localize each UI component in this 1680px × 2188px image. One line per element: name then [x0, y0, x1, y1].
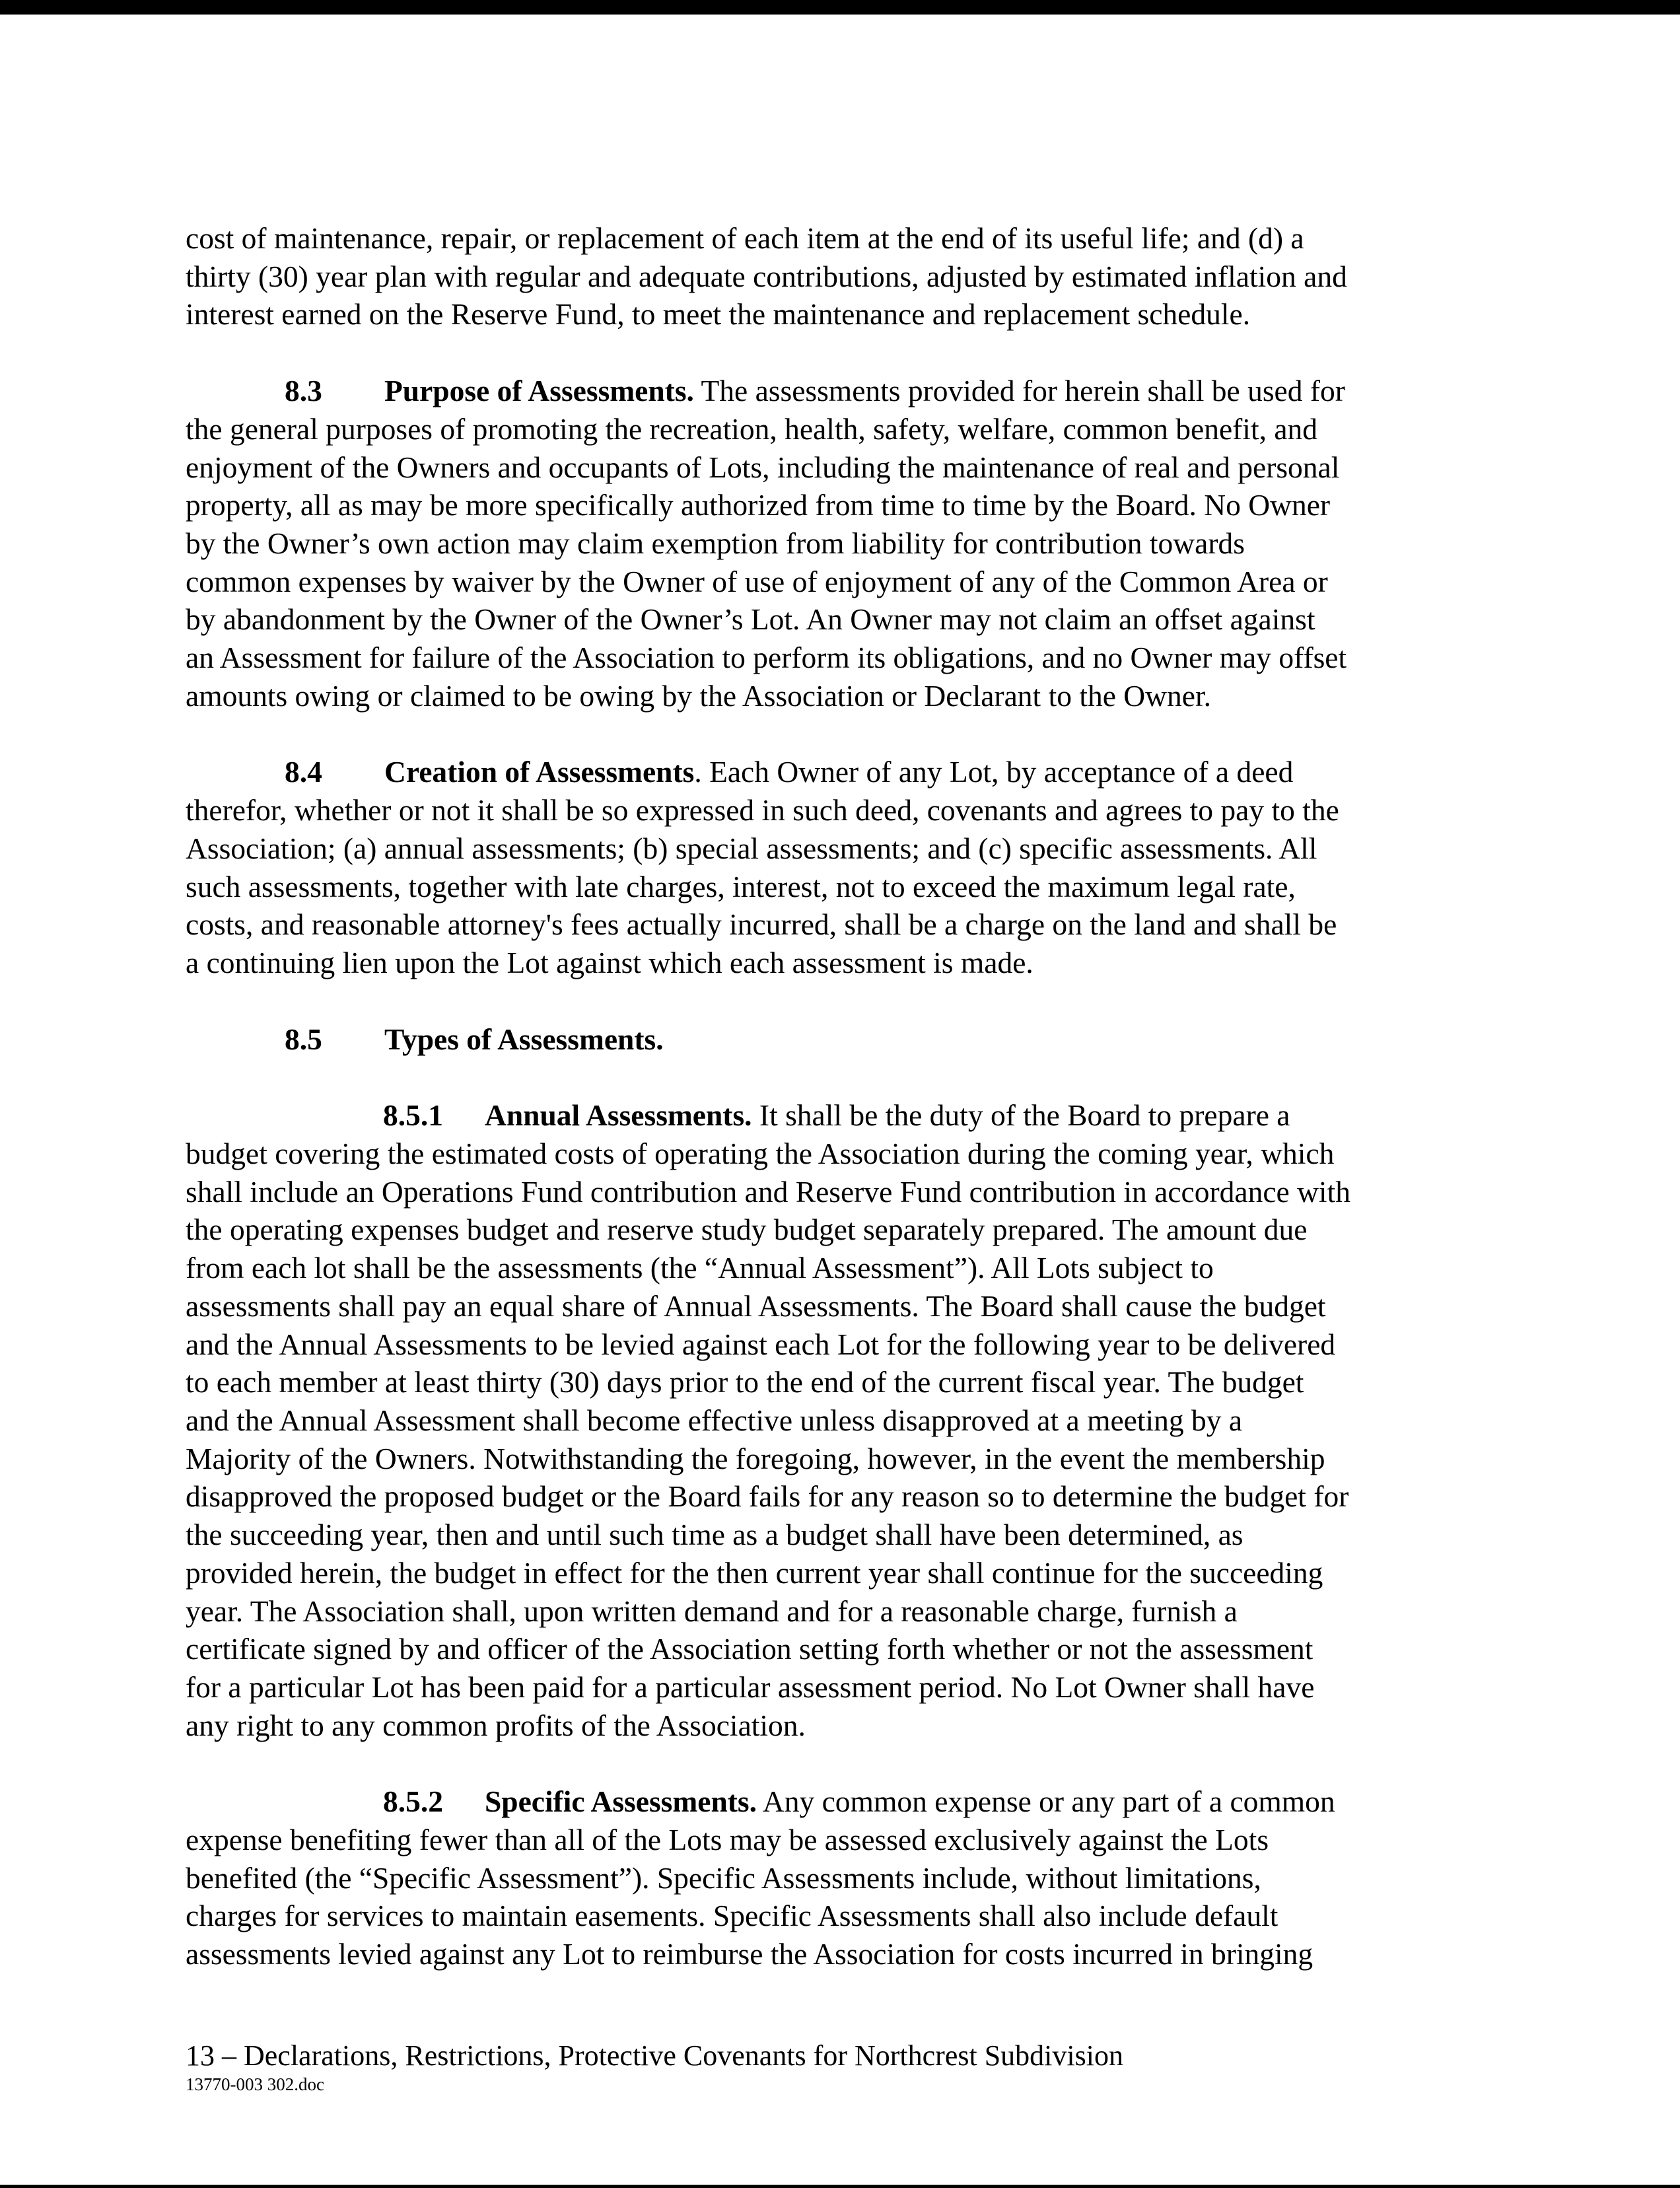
subsection-title: Annual Assessments.	[485, 1098, 752, 1133]
section-first-line: The assessments provided for herein shall be used for	[693, 374, 1345, 408]
subsection-body: budget covering the estimated costs of operating the Association during the coming year, which shall include an Operations Fund contribution and Reserve Fund contribution in accordance with the operating expenses budget and reserve study budget separately prepared. The amount due from each lot shall be the assessments (the “Annual Assessment”). All Lots subject to assessments shall pay an equal share of Annual Assessments. The Board shall cause the budget and the Annual Assessments to be levied against each Lot for the following year to be delivered to each member at least thirty (30) days prior to the end of the current fiscal year. The budget and the Annual Assessment shall become effective unless disapproved at a meeting by a Majority of the Owners. Notwithstanding the foregoing, however, in the event the membership disapproved the proposed budget or the Board fails for any reason so to determine the budget for the succeeding year, then and until such time as a budget shall have been determined, as provided herein, the budget in effect for the then current year shall continue for the succeeding year. The Association shall, upon written demand and for a reasonable charge, furnish a certificate signed by and officer of the Association setting forth whether or not the assessment for a particular Lot has been paid for a particular assessment period. No Lot Owner shall have any right to any common profits of the Association.	[186, 1137, 1350, 1742]
subsection-body: expense benefiting fewer than all of the Lots may be assessed exclusively against the Lots benefited (the “Specific Assessment”). Specific Assessments include, without limitations, charges for services to maintain easements. Specific Assessments shall also include default assessments levied against any Lot to reimburse the Association for costs incurred in bringing	[186, 1823, 1313, 1971]
section-body: the general purposes of promoting the recreation, health, safety, welfare, common benefit, and enjoyment of the Owners and occupants of Lots, including the maintenance of real and personal property, all as may be more specifically authorized from time to time by the Board. No Owner by the Owner’s own action may claim exemption from liability for contribution towards common expenses by waiver by the Owner of use of enjoyment of any of the Common Area or by abandonment by the Owner of the Owner’s Lot. An Owner may not claim an offset against an Assessment for failure of the Association to perform its obligations, and no Owner may offset amounts owing or claimed to be owing by the Association or Declarant to the Owner.	[186, 411, 1347, 713]
section-title: Types of Assessments.	[384, 1022, 664, 1056]
intro-paragraph: cost of maintenance, repair, or replacement of each item at the end of its useful life; and (d) a thirty (30) year plan with regular and adequate contributions, adjusted by estimated inflation and interest earned on the Reserve Fund, to meet the maintenance and replacement schedule.	[186, 221, 1347, 332]
scan-top-border	[0, 0, 1680, 15]
section-first-line: . Each Owner of any Lot, by acceptance of a deed	[694, 755, 1294, 789]
section-8-4	[186, 753, 1506, 981]
footer-title: 13 – Declarations, Restrictions, Protective Covenants for Northcrest Subdivision	[186, 2039, 1123, 2072]
section-body: therefor, whether or not it shall be so expressed in such deed, covenants and agrees to pay to the Association; (a) annual assessments; (b) special assessments; and (c) specific assessments. All such assessments, together with late charges, interest, not to exceed the maximum legal rate, costs, and reasonable attorney's fees actually incurred, shall be a charge on the land and shall be a continuing lien upon the Lot against which each assessment is made.	[186, 793, 1339, 979]
document-body	[186, 219, 1506, 1973]
section-title: Creation of Assessments	[384, 755, 695, 789]
subsection-number: 8.5.2	[383, 1784, 443, 1819]
subsection-first-line: Any common expense or any part of a common	[757, 1784, 1335, 1819]
scan-bottom-border	[0, 2185, 1680, 2188]
subsection-first-line: It shall be the duty of the Board to prepare a	[752, 1098, 1290, 1133]
section-8-5	[186, 1020, 1506, 1059]
footer-doc-ref: 13770-003 302.doc	[186, 2074, 324, 2094]
section-number: 8.3	[285, 374, 322, 408]
subsection-8-5-2	[186, 1782, 1506, 1973]
section-number: 8.5	[285, 1022, 322, 1056]
section-8-3	[186, 372, 1506, 715]
subsection-number: 8.5.1	[383, 1098, 443, 1133]
page-footer	[186, 2038, 1123, 2095]
section-title: Purpose of Assessments.	[384, 374, 694, 408]
subsection-8-5-1	[186, 1096, 1506, 1744]
subsection-title: Specific Assessments.	[485, 1784, 757, 1819]
section-number: 8.4	[285, 755, 322, 789]
